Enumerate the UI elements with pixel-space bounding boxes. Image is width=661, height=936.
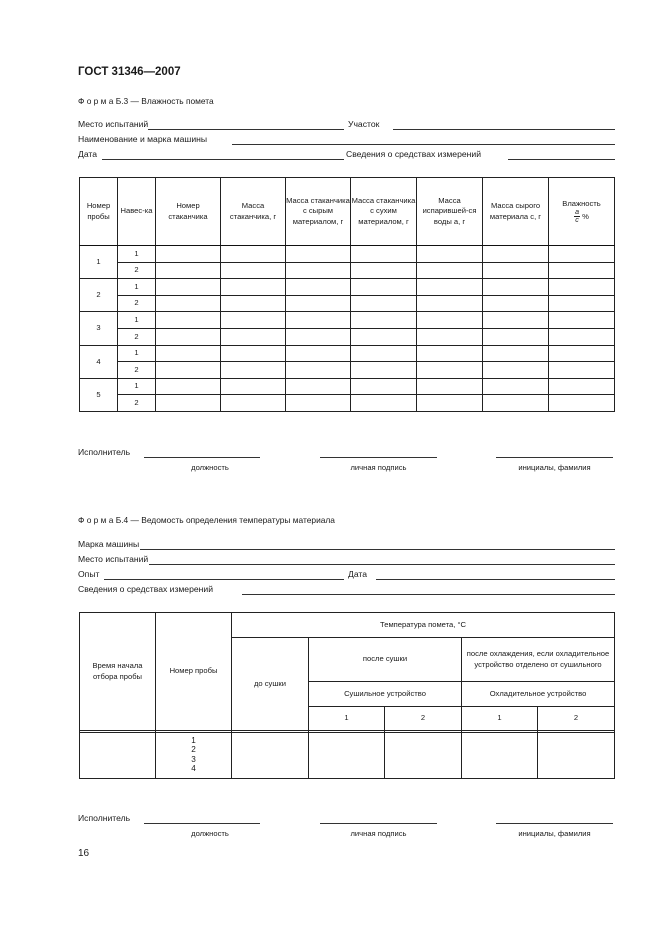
data-entry-cell[interactable] [417, 262, 483, 279]
data-entry-cell[interactable] [549, 279, 615, 296]
sample-number-cell: 1 [80, 246, 118, 279]
dryer-2-cell[interactable] [385, 733, 462, 779]
form-b4-title: Ф о р м а Б.4 — Ведомость определения температуры материала [78, 515, 335, 525]
portion-cell: 1 [118, 312, 156, 329]
data-entry-cell[interactable] [156, 312, 221, 329]
place-label: Место испытаний [78, 119, 149, 129]
moisture-fraction [574, 209, 580, 225]
table-row [80, 345, 615, 362]
signature-b3-name-field[interactable] [496, 457, 613, 458]
data-entry-cell[interactable] [483, 345, 549, 362]
moisture-unit: % [582, 211, 589, 221]
data-entry-cell[interactable] [286, 262, 351, 279]
moisture-label: Влажность [562, 198, 601, 208]
data-entry-cell[interactable] [351, 262, 417, 279]
sample-number: 1 [191, 736, 196, 745]
data-entry-cell[interactable] [221, 328, 286, 345]
fraction-numerator: a [575, 208, 579, 216]
data-entry-cell[interactable] [417, 295, 483, 312]
data-entry-cell[interactable] [549, 345, 615, 362]
data-entry-cell[interactable] [156, 295, 221, 312]
signature-b4-sign-field[interactable] [320, 823, 437, 824]
date-b4-field[interactable] [376, 579, 615, 580]
data-entry-cell[interactable] [156, 262, 221, 279]
signature-b3-label: Исполнитель [78, 447, 131, 457]
cooler-header: Охладительное устройство [462, 682, 615, 707]
data-entry-cell[interactable] [156, 378, 221, 395]
signature-b4-sign-caption: личная подпись [350, 829, 407, 838]
data-entry-cell[interactable] [417, 279, 483, 296]
data-entry-cell[interactable] [286, 395, 351, 412]
header-mass-water: Масса испарившей-ся воды a, г [417, 178, 483, 246]
signature-b4-name-caption: инициалы, фамилия [518, 829, 591, 838]
signature-b4-label: Исполнитель [78, 813, 131, 823]
data-entry-cell[interactable] [286, 378, 351, 395]
data-entry-cell[interactable] [549, 312, 615, 329]
header-portion: Навес-ка [118, 178, 156, 246]
portion-cell: 2 [118, 362, 156, 379]
brand-field[interactable] [140, 549, 615, 550]
date-field[interactable] [102, 159, 344, 160]
data-entry-cell[interactable] [221, 345, 286, 362]
data-entry-cell[interactable] [417, 246, 483, 263]
document-header-title: ГОСТ 31346—2007 [78, 66, 181, 78]
sample-number-cell: 3 [80, 312, 118, 345]
instruments-label: Сведения о средствах измерений [346, 149, 481, 159]
cooler-col-1: 1 [462, 707, 538, 731]
data-entry-cell[interactable] [417, 395, 483, 412]
data-entry-cell[interactable] [286, 328, 351, 345]
signature-b3-position-caption: должность [191, 463, 229, 472]
sample-number-cell: 4 [80, 345, 118, 378]
cooler-col-2: 2 [538, 707, 615, 731]
fraction-denominator: c [575, 217, 579, 225]
data-entry-cell[interactable] [351, 328, 417, 345]
data-entry-cell[interactable] [417, 328, 483, 345]
portion-cell: 1 [118, 345, 156, 362]
data-entry-cell[interactable] [417, 345, 483, 362]
data-entry-cell[interactable] [351, 345, 417, 362]
data-entry-cell[interactable] [221, 312, 286, 329]
temperature-header: Температура помета, °С [232, 613, 615, 638]
data-entry-cell[interactable] [156, 395, 221, 412]
data-entry-cell[interactable] [351, 362, 417, 379]
data-entry-cell[interactable] [221, 279, 286, 296]
data-entry-cell[interactable] [156, 328, 221, 345]
data-entry-cell[interactable] [549, 262, 615, 279]
signature-b4-position-field[interactable] [144, 823, 260, 824]
data-entry-cell[interactable] [286, 345, 351, 362]
brand-label: Марка машины [78, 539, 140, 549]
date-b4-label: Дата [348, 569, 368, 579]
machine-label: Наименование и марка машины [78, 134, 208, 144]
data-entry-cell[interactable] [483, 312, 549, 329]
data-entry-cell[interactable] [483, 279, 549, 296]
data-entry-cell[interactable] [351, 378, 417, 395]
header-cup-no: Номер стаканчика [156, 178, 221, 246]
data-entry-cell[interactable] [156, 246, 221, 263]
table-row [80, 246, 615, 263]
sample-number: 3 [191, 754, 196, 764]
data-entry-cell[interactable] [221, 362, 286, 379]
header-sample-no: Номер пробы [80, 178, 118, 246]
dryer-col-1: 1 [309, 707, 385, 731]
data-entry-cell[interactable] [549, 328, 615, 345]
table-row [80, 328, 615, 345]
after-cooling-header: после охлаждения, если охладительное устройство отделено от сушильного [462, 638, 615, 682]
sample-number-cell: 5 [80, 378, 118, 411]
data-entry-cell[interactable] [156, 279, 221, 296]
data-entry-cell[interactable] [351, 279, 417, 296]
table-row [80, 279, 615, 296]
time-header: Время начала отбора пробы [80, 613, 156, 731]
signature-b3-sign-caption: личная подпись [350, 463, 407, 472]
date-label: Дата [78, 149, 98, 159]
data-entry-cell[interactable] [221, 395, 286, 412]
data-entry-cell[interactable] [549, 246, 615, 263]
after-drying-header: после сушки [309, 638, 462, 682]
data-entry-cell[interactable] [483, 262, 549, 279]
data-entry-cell[interactable] [483, 328, 549, 345]
sample-numbers-cell [156, 733, 232, 779]
data-entry-cell[interactable] [221, 262, 286, 279]
table-row [80, 378, 615, 395]
table-row [80, 295, 615, 312]
data-entry-cell[interactable] [549, 395, 615, 412]
signature-b4-position-caption: должность [191, 829, 229, 838]
portion-cell: 2 [118, 395, 156, 412]
data-entry-cell[interactable] [156, 345, 221, 362]
header-moisture [549, 178, 615, 246]
before-drying-header: до сушки [232, 638, 309, 731]
instruments-b4-label: Сведения о средствах измерений [78, 584, 213, 594]
cooler-2-cell[interactable] [538, 733, 615, 779]
data-entry-cell[interactable] [351, 246, 417, 263]
header-mass-dry: Масса стаканчика с сухим материалом, г [351, 178, 417, 246]
data-entry-cell[interactable] [549, 295, 615, 312]
cooler-1-cell[interactable] [462, 733, 538, 779]
data-entry-cell[interactable] [221, 295, 286, 312]
data-entry-cell[interactable] [483, 395, 549, 412]
portion-cell: 2 [118, 295, 156, 312]
dryer-1-cell[interactable] [309, 733, 385, 779]
sample-number: 4 [191, 764, 196, 774]
data-entry-cell[interactable] [483, 246, 549, 263]
data-entry-cell[interactable] [286, 295, 351, 312]
time-cell[interactable] [80, 733, 156, 779]
table-row [80, 362, 615, 379]
data-entry-cell[interactable] [483, 295, 549, 312]
area-field[interactable] [393, 129, 615, 130]
data-entry-cell[interactable] [417, 378, 483, 395]
table-row [80, 312, 615, 329]
dryer-col-2: 2 [385, 707, 462, 731]
experiment-label: Опыт [78, 569, 100, 579]
sample-no-header: Номер пробы [156, 613, 232, 731]
data-entry-cell[interactable] [286, 279, 351, 296]
portion-cell: 2 [118, 328, 156, 345]
signature-b3-sign-field[interactable] [320, 457, 437, 458]
data-entry-cell[interactable] [351, 295, 417, 312]
page-number: 16 [78, 848, 90, 859]
data-entry-cell[interactable] [549, 378, 615, 395]
area-label: Участок [348, 119, 380, 129]
signature-b4-name-field[interactable] [496, 823, 613, 824]
data-entry-cell[interactable] [156, 362, 221, 379]
form-b3-title: Ф о р м а Б.3 — Влажность помета [78, 96, 214, 106]
data-entry-cell[interactable] [286, 312, 351, 329]
data-entry-cell[interactable] [483, 362, 549, 379]
data-entry-cell[interactable] [483, 378, 549, 395]
before-drying-cell[interactable] [232, 733, 309, 779]
portion-cell: 1 [118, 279, 156, 296]
data-entry-cell[interactable] [351, 312, 417, 329]
data-entry-cell[interactable] [417, 362, 483, 379]
data-entry-cell[interactable] [221, 378, 286, 395]
table-row [80, 395, 615, 412]
instruments-b4-field[interactable] [242, 594, 615, 595]
data-entry-cell[interactable] [286, 362, 351, 379]
experiment-field[interactable] [104, 579, 344, 580]
data-entry-cell[interactable] [549, 362, 615, 379]
place-b4-field[interactable] [149, 564, 615, 565]
portion-cell: 2 [118, 262, 156, 279]
moisture-table [79, 177, 615, 412]
portion-cell: 1 [118, 378, 156, 395]
instruments-field[interactable] [508, 159, 615, 160]
data-entry-cell[interactable] [351, 395, 417, 412]
portion-cell: 1 [118, 246, 156, 263]
dryer-header: Сушильное устройство [309, 682, 462, 707]
header-mass-wet: Масса стаканчика с сырым материалом, г [286, 178, 351, 246]
signature-b3-position-field[interactable] [144, 457, 260, 458]
data-entry-cell[interactable] [221, 246, 286, 263]
place-field[interactable] [148, 129, 344, 130]
signature-b3-name-caption: инициалы, фамилия [518, 463, 591, 472]
place-b4-label: Место испытаний [78, 554, 149, 564]
table-row [80, 262, 615, 279]
sample-number: 2 [191, 745, 196, 755]
header-mass-raw: Масса сырого материала c, г [483, 178, 549, 246]
sample-number-cell: 2 [80, 279, 118, 312]
temperature-table [79, 612, 615, 779]
header-cup-mass: Масса стаканчика, г [221, 178, 286, 246]
data-entry-cell[interactable] [286, 246, 351, 263]
data-entry-cell[interactable] [417, 312, 483, 329]
machine-field[interactable] [232, 144, 615, 145]
